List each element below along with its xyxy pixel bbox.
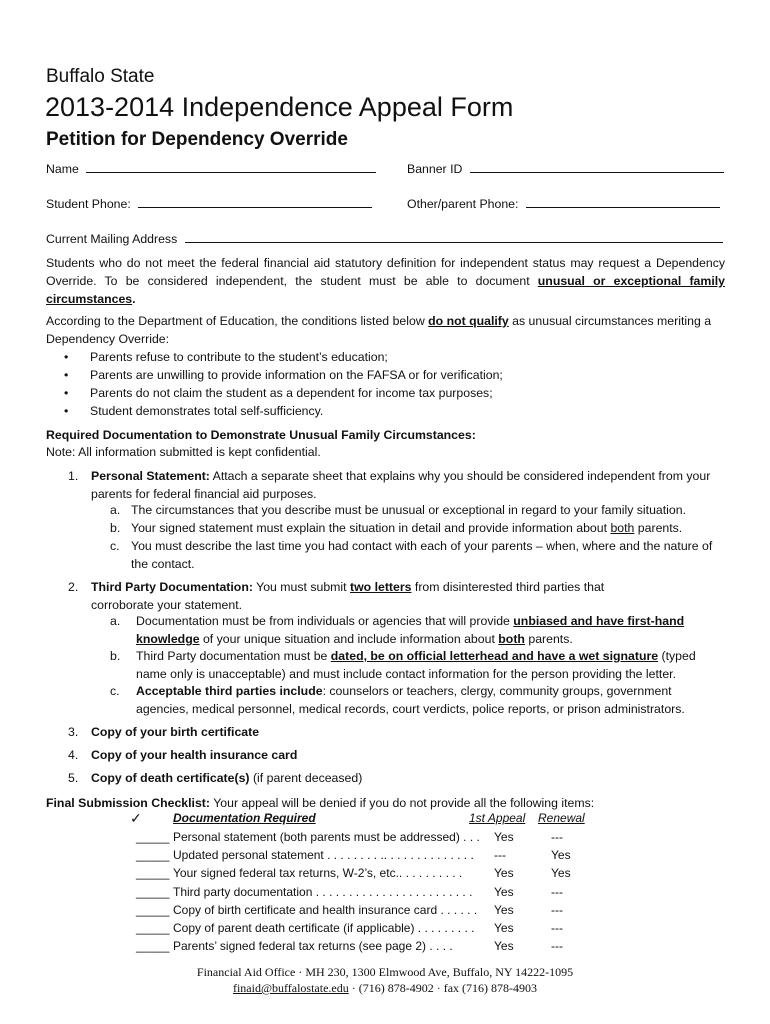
doc-name: Parents’ signed federal tax returns (see page 2) . . . . <box>173 939 453 954</box>
birth-certificate-item: Copy of your birth certificate <box>91 725 260 739</box>
personal-statement-item: Personal Statement: Attach a separate sheet that explains why you should be considered independent from your parents for federal financial aid purposes. <box>91 469 711 501</box>
list-item: • Parents do not claim the student as a dependent for income tax purposes; <box>64 386 493 400</box>
doc-name: Third party documentation . . . . . . . . . . . . . . . . . . . . . . . . <box>173 884 473 899</box>
item-number: 5. <box>68 771 79 785</box>
first-appeal-value: --- <box>494 848 506 863</box>
col-documentation: Documentation Required <box>173 811 316 825</box>
renewal-value: --- <box>551 939 563 954</box>
item-letter: b. <box>110 649 121 663</box>
first-appeal-value: Yes <box>494 939 514 954</box>
item-letter: a. <box>110 503 121 517</box>
name-line[interactable] <box>86 160 376 173</box>
check-blank[interactable]: _____ <box>136 884 170 899</box>
intro-conditions: According to the Department of Education, the conditions listed below do not qualify as unusual circumstances meriting a Dependency Override: <box>46 314 712 346</box>
doc-name: Updated personal statement . . . . . . . . .. . . . . . . . . . . . . . <box>173 848 474 863</box>
item-1a: The circumstances that you describe must be unusual or exceptional in regard to your family situation. <box>131 503 687 517</box>
item-number: 1. <box>68 469 79 483</box>
renewal-value: --- <box>551 830 563 844</box>
other-phone-field[interactable] <box>407 195 720 213</box>
item-2b: Third Party documentation must be dated, be on official letterhead and have a wet signature (typed name only is unacceptable) and must include contact information for the person providing the letter. <box>136 649 696 681</box>
checklist-heading: Final Submission Checklist: Your appeal will be denied if you do not provide all the following items: <box>46 796 595 810</box>
footer-address: Financial Aid Office · MH 230, 1300 Elmwood Ave, Buffalo, NY 14222-1095 <box>196 965 574 979</box>
footer-contact: finaid@buffalostate.edu · (716) 878-4902 · fax (716) 878-4903 <box>232 981 538 995</box>
email-link[interactable]: finaid@buffalostate.edu <box>232 981 349 995</box>
list-item: • Student demonstrates total self-sufficiency. <box>64 404 324 418</box>
item-letter: b. <box>110 521 121 535</box>
col-first-appeal: 1st Appeal <box>469 811 526 825</box>
third-party-item: Third Party Documentation: You must submit two letters from disinterested third parties that corroborate your statement. <box>91 580 605 612</box>
required-heading: Required Documentation to Demonstrate Unusual Family Circumstances: <box>46 428 476 442</box>
mailing-address-field[interactable] <box>46 230 723 248</box>
first-appeal-value: Yes <box>494 921 514 935</box>
item-2a: Documentation must be from individuals or agencies that will provide unbiased and have first-hand knowledge of your unique situation and include information about both parents. <box>136 614 685 646</box>
renewal-value: Yes <box>551 848 571 863</box>
check-blank[interactable]: _____ <box>136 866 170 881</box>
other-phone-label: Other/parent Phone: <box>407 197 519 211</box>
item-number: 4. <box>68 748 79 762</box>
doc-name: Copy of parent death certificate (if applicable) . . . . . . . . . <box>173 921 475 935</box>
student-phone-line[interactable] <box>138 195 372 208</box>
non-qualifying-list <box>64 348 503 420</box>
check-blank[interactable]: _____ <box>136 921 170 935</box>
item-1c: You must describe the last time you had contact with each of your parents – when, where and the nature of the contact. <box>131 539 713 571</box>
name-field[interactable] <box>46 160 376 178</box>
list-item: • Parents refuse to contribute to the student’s education; <box>64 350 388 364</box>
confidential-note: Note: All information submitted is kept confidential. <box>46 445 321 459</box>
mailing-address-line[interactable] <box>185 230 723 243</box>
form-title: 2013-2014 Independence Appeal Form <box>45 92 514 122</box>
first-appeal-value: Yes <box>494 830 514 844</box>
doc-name: Copy of birth certificate and health insurance card . . . . . . <box>173 902 478 917</box>
health-insurance-item: Copy of your health insurance card <box>91 748 298 762</box>
first-appeal-value: Yes <box>494 884 514 899</box>
item-number: 3. <box>68 725 79 739</box>
check-blank[interactable]: _____ <box>136 848 170 863</box>
item-2c: Acceptable third parties include: counselors or teachers, clergy, community groups, government agencies, medical personnel, medical records, court verdicts, police reports, or prison administrators. <box>136 684 685 716</box>
first-appeal-value: Yes <box>494 866 514 881</box>
col-renewal: Renewal <box>538 811 585 825</box>
intro-paragraph: Students who do not meet the federal financial aid statutory definition for independent status may request a Dependency Override. To be considered independent, the student must be able to document unusual or exceptional family circumstances. <box>46 256 725 306</box>
mailing-address-label: Current Mailing Address <box>46 232 178 246</box>
banner-id-field[interactable] <box>407 160 724 178</box>
renewal-value: Yes <box>551 866 571 881</box>
item-1b: Your signed statement must explain the situation in detail and provide information about both parents. <box>131 521 683 535</box>
check-blank[interactable]: _____ <box>136 830 170 844</box>
name-label: Name <box>46 162 79 176</box>
item-letter: a. <box>110 614 121 628</box>
doc-name: Personal statement (both parents must be addressed) . . . <box>173 830 480 844</box>
other-phone-line[interactable] <box>526 195 720 208</box>
item-letter: c. <box>110 684 120 698</box>
institution-name: Buffalo State <box>46 66 155 87</box>
death-certificate-item: Copy of death certificate(s) (if parent deceased) <box>91 771 363 785</box>
first-appeal-value: Yes <box>494 902 514 917</box>
item-number: 2. <box>68 580 79 594</box>
item-letter: c. <box>110 539 120 553</box>
student-phone-field[interactable] <box>46 195 372 213</box>
renewal-value: --- <box>551 902 563 917</box>
renewal-value: --- <box>551 884 563 899</box>
banner-id-label: Banner ID <box>407 162 463 176</box>
form-subtitle: Petition for Dependency Override <box>46 129 348 150</box>
doc-name: Your signed federal tax returns, W-2’s, etc.. . . . . . . . . . <box>173 866 463 881</box>
check-mark-icon: ✓ <box>130 810 142 826</box>
student-phone-label: Student Phone: <box>46 197 131 211</box>
banner-id-line[interactable] <box>470 160 724 173</box>
renewal-value: --- <box>551 921 563 935</box>
list-item: • Parents are unwilling to provide information on the FAFSA or for verification; <box>64 368 503 382</box>
check-blank[interactable]: _____ <box>136 939 170 954</box>
check-blank[interactable]: _____ <box>136 902 170 917</box>
